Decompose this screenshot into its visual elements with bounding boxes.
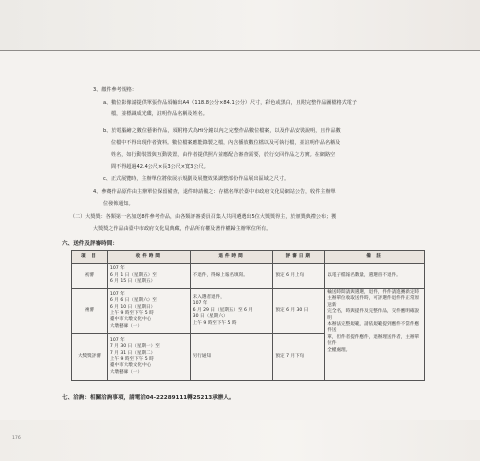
grand-prize-line2: 大獎獎之作品由臺中市政府文化局典藏，作品所有權及著作權歸主辦單位所有。 bbox=[93, 226, 272, 232]
spec-a-line1: a、數位影像請提供單張作品須輸出A4（118.8公分×84.1公分）尺寸，彩色或黑白，且附完整作品圖檔格式電子 bbox=[103, 100, 357, 106]
cell-note: 輸送時間請與遴選，退件，件件請進賽新定時 主辦單位收取送件時，可評選件退件件正常原送新 完全名，時與提件及完整作品，交件應明確說明 本辦法完整規範，請依規範提到應件不當件應件送 單，但件者提件應件，退辦理送件者，主辦單位件 全權處理。 bbox=[325, 289, 425, 381]
spec-heading: 3、繳件參考規格： bbox=[93, 87, 137, 93]
schedule-table bbox=[71, 250, 425, 381]
cell-receive: 107 年 7 月 30 日（星期一）至 7 月 31 日（星期二） 上午 9 時至下午 5 時 臺中市大墩文化中心 大墩藝廊（一） bbox=[107, 334, 190, 381]
schedule-heading: 六、送件及評審時間： bbox=[62, 241, 118, 247]
spec-b-line4: 間不得超過42.4公尺×長3公尺×寬3公尺。 bbox=[111, 164, 209, 170]
spec-c-line: c、正式展覽時，主辦單位將依展示規劃及展覽效果調整部份作品展出區域之尺寸。 bbox=[103, 176, 290, 182]
page-number: 176 bbox=[12, 436, 21, 441]
cell-item: 初審 bbox=[72, 264, 108, 289]
header-note: 備 註 bbox=[325, 251, 425, 264]
header-item: 項 目 bbox=[72, 251, 108, 264]
cell-item: 大獎獎評審 bbox=[72, 334, 108, 381]
table-header-row bbox=[72, 251, 425, 264]
item4-line2: 位發佈通知。 bbox=[103, 201, 134, 207]
spec-b-line2: 位檔中不得出現作者資料。數位檔案應能錄製之檔，內含播放數位檔以及可執行檔，並註明作品名稱及 bbox=[111, 140, 341, 146]
cell-return: 未入選者退件， 107 年 6 月 29 日（星期五）至 6 月 30 日（星期六） 上午 9 時至下午 5 時 bbox=[190, 289, 273, 334]
cell-review: 預定 6 月上旬 bbox=[273, 264, 325, 289]
item4-line1: 4、參賽作品原件由主辦單位保留備查，退件時請備之：存檔名單於臺中市政府文化局網站公告，收件主辦單 bbox=[93, 189, 336, 195]
cell-receive: 107 年 6 月 1 日（星期五）至 6 月 15 日（星期五） bbox=[107, 264, 190, 289]
cell-return: 另行通知 bbox=[190, 334, 273, 381]
cell-return: 不退件，得線上報名填寫。 bbox=[190, 264, 273, 289]
spec-b-line3: 姓名，如行動裝置與互動裝置，由作者提供照片並應配合審查需要，於行交回作品之方實。在網路空 bbox=[111, 152, 336, 158]
grand-prize-line1: （二）大獎獎：各類第一名加送8件參考作品，由各類評審委員召集人共同遴選出5位大獎獎得主，於頒獎典禮公布；獲 bbox=[70, 214, 337, 220]
header-review: 評審日期 bbox=[273, 251, 325, 264]
cell-note: 以電子檔報名數量，遴選晉不退件。 bbox=[325, 264, 425, 289]
spec-b-line1: b、於電腦繪之數位藝術作品，須附格式為Hi分鐘以內之完整作品數位檔案，以及作品安裝說明，且作品數 bbox=[103, 128, 341, 134]
cell-item: 複審 bbox=[72, 289, 108, 334]
table-row bbox=[72, 264, 425, 289]
cell-review: 預定 7 月下旬 bbox=[273, 334, 325, 381]
cell-review: 預定 6 月 30 日 bbox=[273, 289, 325, 334]
header-receive: 收件時間 bbox=[107, 251, 190, 264]
contact-line: 七、洽詢：相關洽詢事項，請電洽04-22289111轉25213承辦人。 bbox=[62, 395, 235, 401]
spec-a-line2: 檔，並標識成光碟，註明作品名稱及姓名。 bbox=[111, 111, 208, 117]
cell-receive: 107 年 6 月 6 日（星期六）至 6 月 10 日（星期日） 上午 9 時至下午 5 時 臺中市大墩文化中心 大墩藝廊（一） bbox=[107, 289, 190, 334]
header-return: 退件時間 bbox=[190, 251, 273, 264]
table-row bbox=[72, 289, 425, 334]
